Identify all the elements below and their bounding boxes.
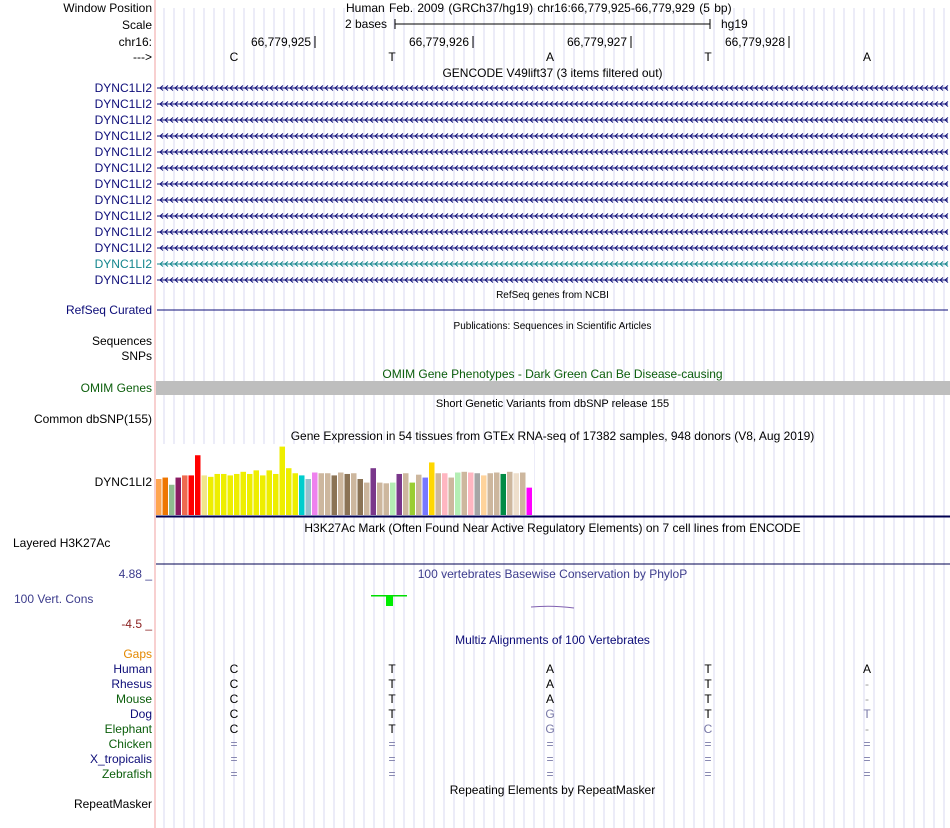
gtex-bar — [481, 475, 487, 515]
gtex-bar — [293, 473, 299, 515]
gtex-bar — [319, 473, 325, 515]
dbsnp-track-title: Short Genetic Variants from dbSNP release 155 — [435, 398, 670, 410]
gtex-bar — [332, 475, 338, 515]
multiz-base: - — [865, 677, 869, 691]
multiz-base: = — [230, 737, 238, 751]
gencode-gene-label[interactable]: DYNC1LI2 — [94, 225, 152, 239]
pubs-track-title: Publications: Sequences in Scientific Articles — [453, 321, 652, 332]
gencode-gene-label[interactable]: DYNC1LI2 — [94, 273, 152, 287]
cons-min-label: -4.5 _ — [121, 617, 152, 631]
gtex-bar — [468, 473, 474, 515]
ruler-position-label: 66,779,925 — [250, 35, 311, 49]
omim-label[interactable]: OMIM Genes — [80, 381, 152, 395]
gtex-bar — [247, 474, 253, 515]
gtex-bar — [364, 483, 370, 515]
gtex-bar — [520, 473, 526, 515]
ruler-position-label: 66,779,928 — [724, 35, 785, 49]
multiz-base: G — [545, 707, 555, 721]
gtex-bar — [351, 473, 357, 515]
multiz-base: = — [704, 737, 712, 751]
gtex-bar — [514, 473, 520, 515]
gtex-bar — [156, 479, 162, 515]
gtex-bar — [436, 473, 442, 515]
repeat-track-title: Repeating Elements by RepeatMasker — [449, 783, 656, 797]
multiz-base: T — [388, 662, 396, 676]
multiz-base: C — [703, 722, 713, 736]
gtex-bar — [338, 473, 344, 515]
gtex-bar — [267, 470, 273, 515]
h3k27-label[interactable]: Layered H3K27Ac — [13, 536, 111, 550]
multiz-base: C — [229, 662, 239, 676]
chrom-label: chr16: — [118, 35, 152, 49]
multiz-base: T — [704, 707, 712, 721]
phylop-bar — [386, 596, 393, 606]
ruler-base: C — [229, 50, 239, 64]
ruler-position-label: 66,779,927 — [566, 35, 627, 49]
multiz-base: T — [863, 707, 871, 721]
gtex-bar — [202, 475, 208, 515]
ruler-base: T — [388, 50, 396, 64]
cons-track-title: 100 vertebrates Basewise Conservation by PhyloP — [417, 567, 688, 581]
gtex-bar — [449, 478, 455, 515]
ruler-base: A — [545, 50, 554, 64]
gtex-bar — [306, 479, 312, 515]
multiz-base: = — [230, 767, 238, 781]
ruler-base: A — [862, 50, 871, 64]
scale-label: Scale — [121, 18, 152, 32]
gtex-bar — [299, 475, 305, 515]
multiz-base: C — [229, 692, 239, 706]
gtex-bar — [442, 473, 448, 515]
refseq-label[interactable]: RefSeq Curated — [65, 303, 152, 317]
h3k27-track-title: H3K27Ac Mark (Often Found Near Active Regulatory Elements) on 7 cell lines from ENCODE — [304, 521, 801, 535]
gtex-bar — [501, 474, 507, 515]
multiz-base: T — [388, 677, 396, 691]
gtex-gene-label[interactable]: DYNC1LI2 — [94, 475, 152, 489]
multiz-base: = — [546, 752, 554, 766]
gtex-bar — [234, 474, 240, 515]
cons-max-label: 4.88 _ — [118, 567, 152, 581]
cons-label[interactable]: 100 Vert. Cons — [14, 592, 94, 606]
gtex-bar — [325, 473, 331, 515]
repeat-label[interactable]: RepeatMasker — [73, 797, 152, 811]
multiz-base: C — [229, 707, 239, 721]
gtex-bar — [208, 477, 214, 515]
gencode-gene-label[interactable]: DYNC1LI2 — [94, 129, 152, 143]
multiz-base: = — [388, 767, 396, 781]
multiz-base: = — [704, 767, 712, 781]
gtex-bar — [169, 485, 175, 515]
gtex-bar — [384, 483, 390, 515]
multiz-track-title: Multiz Alignments of 100 Vertebrates — [455, 633, 650, 647]
gtex-bar — [475, 473, 481, 515]
gtex-bar — [241, 472, 247, 515]
gtex-bar — [228, 475, 234, 515]
snps-label[interactable]: SNPs — [121, 349, 152, 363]
ruler-position-label: 66,779,926 — [408, 35, 469, 49]
multiz-species-label[interactable]: X_tropicalis — [89, 752, 152, 766]
window-position-value: Human Feb. 2009 (GRCh37/hg19) chr16:66,779,925-66,779,929 (5 bp) — [346, 1, 732, 15]
multiz-base: = — [863, 767, 871, 781]
gtex-bar — [163, 478, 169, 515]
gtex-bar — [254, 470, 260, 515]
gtex-bar — [345, 474, 351, 515]
multiz-base: - — [865, 722, 869, 736]
gtex-bar — [527, 488, 533, 515]
refseq-track-title: RefSeq genes from NCBI — [496, 290, 609, 301]
multiz-species-label[interactable]: Zebrafish — [101, 767, 152, 781]
gencode-gene-label[interactable]: DYNC1LI2 — [94, 177, 152, 191]
multiz-base: = — [704, 752, 712, 766]
gtex-bar — [462, 472, 468, 515]
pubs-label[interactable]: Sequences — [91, 334, 152, 348]
gtex-bar — [280, 447, 286, 515]
multiz-species-label[interactable]: Rhesus — [111, 677, 152, 691]
multiz-base: G — [545, 722, 555, 736]
multiz-base: - — [865, 692, 869, 706]
gtex-bar — [286, 468, 292, 515]
phylop-curve — [531, 606, 574, 608]
multiz-base: A — [545, 662, 554, 676]
gtex-bar — [189, 475, 195, 515]
gencode-gene-label[interactable]: DYNC1LI2 — [94, 209, 152, 223]
gencode-gene-label[interactable]: DYNC1LI2 — [94, 81, 152, 95]
scale-value: 2 bases — [345, 17, 388, 31]
gtex-bar — [423, 478, 429, 515]
multiz-base: = — [388, 737, 396, 751]
gencode-gene-label[interactable]: DYNC1LI2 — [94, 241, 152, 255]
strand-label: ---> — [133, 50, 152, 64]
gtex-bar — [397, 474, 403, 515]
window-position-label: Window Position — [63, 1, 152, 15]
gtex-track-title: Gene Expression in 54 tissues from GTEx RNA-seq of 17382 samples, 948 donors (V8, Aug 2019) — [290, 429, 815, 443]
multiz-species-label[interactable]: Dog — [129, 707, 152, 721]
multiz-base: T — [704, 662, 712, 676]
gtex-bar — [221, 474, 227, 515]
multiz-base: = — [863, 752, 871, 766]
multiz-base: C — [229, 677, 239, 691]
omim-gene-bar[interactable] — [156, 381, 950, 395]
multiz-base: T — [388, 692, 396, 706]
gtex-bar — [488, 473, 494, 515]
ruler-base: T — [704, 50, 712, 64]
gtex-bar — [429, 462, 435, 515]
omim-track-title: OMIM Gene Phenotypes - Dark Green Can Be Disease-causing — [382, 367, 723, 381]
multiz-base: = — [546, 737, 554, 751]
gtex-bar — [182, 475, 188, 515]
gtex-bar — [358, 479, 364, 515]
gtex-bar — [403, 473, 409, 515]
gencode-gene-label[interactable]: DYNC1LI2 — [94, 113, 152, 127]
gtex-bar — [455, 473, 461, 515]
gtex-bar — [377, 483, 383, 515]
gtex-bar — [410, 483, 416, 515]
gencode-gene-label[interactable]: DYNC1LI2 — [94, 193, 152, 207]
multiz-base: = — [230, 752, 238, 766]
gtex-bar — [416, 475, 422, 515]
gtex-bar — [371, 468, 377, 515]
gencode-track-title: GENCODE V49lift37 (3 items filtered out) — [442, 66, 663, 80]
multiz-base: A — [862, 662, 871, 676]
gencode-gene-label[interactable]: DYNC1LI2 — [94, 97, 152, 111]
gtex-bar — [195, 455, 201, 515]
multiz-species-label[interactable]: Elephant — [104, 722, 152, 736]
multiz-base: = — [546, 767, 554, 781]
gencode-gene-label[interactable]: DYNC1LI2 — [94, 161, 152, 175]
multiz-base: T — [388, 722, 396, 736]
multiz-base: A — [545, 692, 554, 706]
multiz-gaps-label: Gaps — [123, 647, 152, 661]
multiz-species-label[interactable]: Chicken — [108, 737, 152, 751]
multiz-base: = — [863, 737, 871, 751]
gtex-bar — [273, 474, 279, 515]
gtex-bar — [494, 473, 500, 515]
multiz-species-label[interactable]: Mouse — [115, 692, 152, 706]
gtex-bar — [215, 474, 221, 515]
multiz-base: T — [388, 707, 396, 721]
multiz-base: A — [545, 677, 554, 691]
gtex-bar — [507, 472, 513, 515]
multiz-base: = — [388, 752, 396, 766]
gencode-gene-label[interactable]: DYNC1LI2 — [94, 145, 152, 159]
gtex-bar — [176, 478, 182, 515]
scale-assembly: hg19 — [721, 17, 748, 31]
dbsnp-label[interactable]: Common dbSNP(155) — [33, 412, 152, 426]
gtex-bar — [390, 483, 396, 515]
multiz-base: T — [704, 677, 712, 691]
gencode-gene-label[interactable]: DYNC1LI2 — [94, 257, 152, 271]
multiz-base: C — [229, 722, 239, 736]
multiz-base: T — [704, 692, 712, 706]
gtex-bar — [260, 475, 266, 515]
gtex-bar — [312, 473, 318, 515]
multiz-species-label[interactable]: Human — [113, 662, 152, 676]
